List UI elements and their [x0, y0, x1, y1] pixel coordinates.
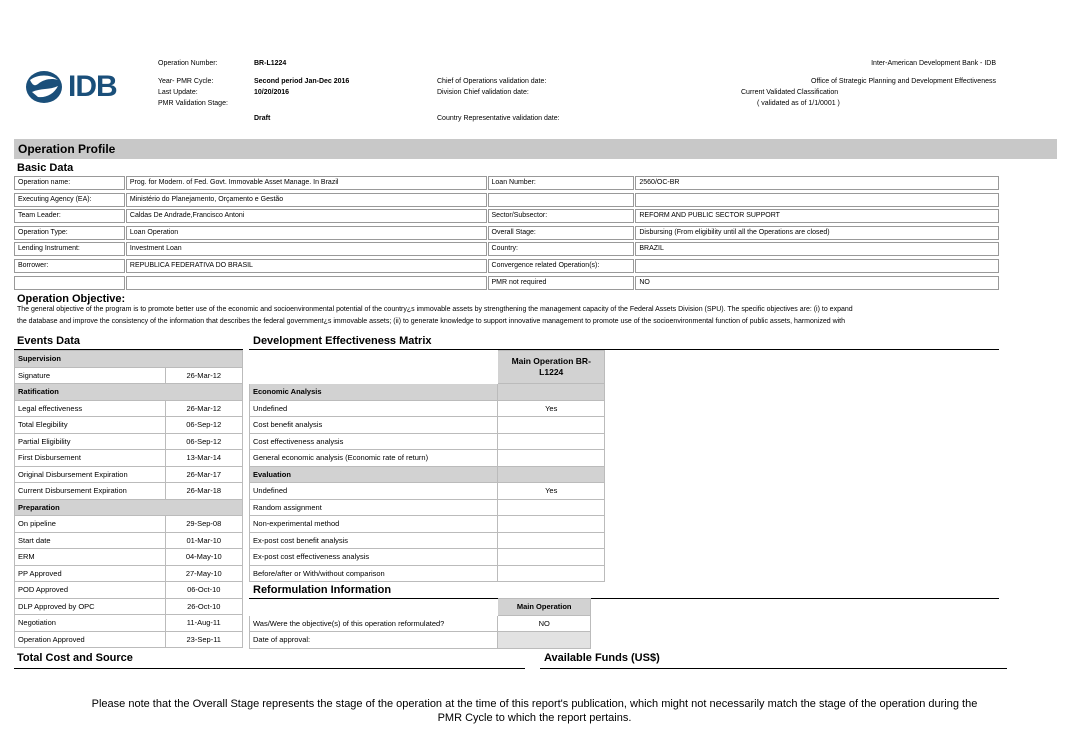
events-row — [15, 532, 243, 549]
idb-logo — [24, 70, 117, 104]
reformulation-title: Reformulation Information — [253, 584, 392, 596]
dem-section-row — [250, 466, 605, 483]
basic-data-value-1: Investment Loan — [126, 242, 487, 256]
events-row — [15, 466, 243, 483]
basic-data-row — [14, 226, 999, 240]
dem-value — [498, 450, 605, 467]
events-row — [15, 450, 243, 467]
reformulation-value — [498, 632, 591, 649]
operation-objective-line-1: The general objective of the program is to promote better use of the economic and socioenvironmental potential of the country¿s immovable assets by strengthening the management capacity of the Federal Assets Division (SPU). The specific objectives are: (i) to expand — [17, 306, 853, 313]
reformulation-header-row — [250, 599, 591, 616]
basic-data-label-2: Loan Number: — [488, 176, 635, 190]
basic-data-value-2 — [635, 259, 999, 273]
event-date: 23-Sep-11 — [165, 631, 243, 648]
basic-data-label-2: PMR not required — [488, 276, 635, 290]
events-row — [15, 565, 243, 582]
basic-data-label-1: Lending Instrument: — [14, 242, 125, 256]
dem-section-row — [250, 384, 605, 401]
events-row — [15, 483, 243, 500]
logo-text: IDB — [68, 70, 117, 103]
event-label: Total Elegibility — [15, 417, 166, 434]
dem-value — [498, 549, 605, 566]
reformulation-row — [250, 632, 591, 649]
operation-profile-header: Operation Profile — [14, 139, 1057, 159]
division-chief-label: Division Chief validation date: — [437, 89, 529, 96]
event-date: 06-Sep-12 — [165, 417, 243, 434]
operation-number-label: Operation Number: — [158, 60, 218, 67]
dem-row — [250, 417, 605, 434]
events-row — [15, 615, 243, 632]
event-date: 01-Mar-10 — [165, 532, 243, 549]
basic-data-label-1: Executing Agency (EA): — [14, 193, 125, 207]
events-section-label: Ratification — [15, 384, 243, 401]
footer-note — [0, 697, 1069, 725]
dem-row — [250, 400, 605, 417]
event-date: 04-May-10 — [165, 549, 243, 566]
available-funds-title: Available Funds (US$) — [544, 652, 660, 664]
basic-data-row — [14, 276, 999, 290]
reformulation-value: NO — [498, 615, 591, 632]
event-label: Current Disbursement Expiration — [15, 483, 166, 500]
basic-data-value-2: BRAZIL — [635, 242, 999, 256]
dem-value — [498, 532, 605, 549]
basic-data-value-2: Disbursing (From eligibility until all the Operations are closed) — [635, 226, 999, 240]
dem-value — [498, 384, 605, 401]
event-label: ERM — [15, 549, 166, 566]
dem-label: Undefined — [250, 400, 498, 417]
dem-label: Cost benefit analysis — [250, 417, 498, 434]
dem-row — [250, 450, 605, 467]
events-section-label: Supervision — [15, 351, 243, 368]
events-row — [15, 582, 243, 599]
event-date: 27-May-10 — [165, 565, 243, 582]
classification-label: Current Validated Classification — [741, 89, 839, 96]
event-label: On pipeline — [15, 516, 166, 533]
basic-data-value-2 — [635, 193, 999, 207]
event-date: 26-Mar-17 — [165, 466, 243, 483]
dem-label: Undefined — [250, 483, 498, 500]
basic-data-row — [14, 193, 999, 207]
events-section-row — [15, 351, 243, 368]
dem-section-label: Evaluation — [250, 466, 498, 483]
basic-data-label-1: Borrower: — [14, 259, 125, 273]
basic-data-row — [14, 176, 999, 190]
basic-data-label-1: Operation name: — [14, 176, 125, 190]
events-row — [15, 598, 243, 615]
basic-data-label-2: Overall Stage: — [488, 226, 635, 240]
basic-data-label-2: Convergence related Operation(s): — [488, 259, 635, 273]
reformulation-label: Date of approval: — [250, 632, 498, 649]
events-row — [15, 367, 243, 384]
dem-row — [250, 516, 605, 533]
dem-value — [498, 433, 605, 450]
dem-label: Cost effectiveness analysis — [250, 433, 498, 450]
basic-data-label-1: Operation Type: — [14, 226, 125, 240]
event-label: Negotiation — [15, 615, 166, 632]
dem-table — [249, 350, 605, 582]
events-data-title: Events Data — [17, 335, 80, 347]
reformulation-table — [249, 598, 591, 649]
classification-note: ( validated as of 1/1/0001 ) — [757, 100, 840, 107]
events-row — [15, 417, 243, 434]
dem-label: General economic analysis (Economic rate of return) — [250, 450, 498, 467]
event-date: 06-Oct-10 — [165, 582, 243, 599]
dem-value — [498, 499, 605, 516]
operation-objective-line-2: the database and improve the consistency of the information that describes the federal government¿s immovable assets; (ii) to generate knowledge to support innovative management to promote use of the socioenvironmental function of public assets, harmonized with — [17, 318, 846, 325]
basic-data-row — [14, 209, 999, 223]
bank-name: Inter-American Development Bank - IDB — [871, 60, 996, 67]
reformulation-row — [250, 615, 591, 632]
total-cost-divider — [14, 668, 525, 669]
event-label: PP Approved — [15, 565, 166, 582]
basic-data-label-1 — [14, 276, 125, 290]
available-funds-divider — [540, 668, 1007, 669]
basic-data-value-2: 2560/OC-BR — [635, 176, 999, 190]
event-label: DLP Approved by OPC — [15, 598, 166, 615]
dem-header-row — [250, 351, 605, 384]
event-date: 11-Aug-11 — [165, 615, 243, 632]
basic-data-label-2: Sector/Subsector: — [488, 209, 635, 223]
dem-value: Yes — [498, 483, 605, 500]
dem-section-label: Economic Analysis — [250, 384, 498, 401]
operation-number: BR-L1224 — [254, 60, 287, 67]
event-label: Signature — [15, 367, 166, 384]
dem-value: Yes — [498, 400, 605, 417]
office-name: Office of Strategic Planning and Development Effectiveness — [811, 78, 996, 85]
event-label: Start date — [15, 532, 166, 549]
events-row — [15, 631, 243, 648]
country-rep-label: Country Representative validation date: — [437, 115, 560, 122]
events-section-row — [15, 499, 243, 516]
dem-label: Ex-post cost benefit analysis — [250, 532, 498, 549]
dem-value — [498, 565, 605, 582]
event-label: Legal effectiveness — [15, 400, 166, 417]
dem-row — [250, 433, 605, 450]
event-label: Original Disbursement Expiration — [15, 466, 166, 483]
dem-label: Non-experimental method — [250, 516, 498, 533]
pmr-validation-label: PMR Validation Stage: — [158, 100, 228, 107]
dem-row — [250, 565, 605, 582]
dem-value — [498, 516, 605, 533]
total-cost-title: Total Cost and Source — [17, 652, 133, 664]
chief-ops-label: Chief of Operations validation date: — [437, 78, 547, 85]
events-row — [15, 400, 243, 417]
globe-icon — [24, 70, 64, 104]
reformulation-header-blank — [250, 599, 498, 616]
event-date: 26-Oct-10 — [165, 598, 243, 615]
events-section-label: Preparation — [15, 499, 243, 516]
dem-value — [498, 417, 605, 434]
dem-header-blank — [250, 351, 498, 384]
pmr-cycle: Second period Jan-Dec 2016 — [254, 78, 350, 85]
events-section-row — [15, 384, 243, 401]
event-label: POD Approved — [15, 582, 166, 599]
events-row — [15, 433, 243, 450]
basic-data-title: Basic Data — [17, 162, 74, 174]
event-date: 26-Mar-18 — [165, 483, 243, 500]
reformulation-label: Was/Were the objective(s) of this operation reformulated? — [250, 615, 498, 632]
pmr-validation: Draft — [254, 115, 271, 122]
basic-data-value-1: Loan Operation — [126, 226, 487, 240]
event-date: 29-Sep-08 — [165, 516, 243, 533]
footer-note-line-1: Please note that the Overall Stage represents the stage of the operation at the time of this report's publication, which might not necessarily match the stage of the operation during the — [91, 698, 978, 710]
basic-data-value-1: Caldas De Andrade,Francisco Antoni — [126, 209, 487, 223]
last-update: 10/20/2016 — [254, 89, 290, 96]
events-table — [14, 350, 243, 648]
basic-data-value-1 — [126, 276, 487, 290]
basic-data-value-1: Prog. for Modern. of Fed. Govt. Immovable Asset Manage. In Brazil — [126, 176, 487, 190]
basic-data-value-2: REFORM AND PUBLIC SECTOR SUPPORT — [635, 209, 999, 223]
basic-data-value-1: REPUBLICA FEDERATIVA DO BRASIL — [126, 259, 487, 273]
basic-data-label-1: Team Leader: — [14, 209, 125, 223]
basic-data-row — [14, 259, 999, 273]
dem-title: Development Effectiveness Matrix — [253, 335, 432, 347]
event-date: 26-Mar-12 — [165, 400, 243, 417]
basic-data-value-2: NO — [635, 276, 999, 290]
dem-label: Random assignment — [250, 499, 498, 516]
reformulation-column-header: Main Operation — [498, 599, 591, 616]
event-label: First Disbursement — [15, 450, 166, 467]
dem-label: Before/after or With/without comparison — [250, 565, 498, 582]
dem-column-header: Main Operation BR-L1224 — [498, 351, 605, 384]
event-label: Partial Eligibility — [15, 433, 166, 450]
event-date: 06-Sep-12 — [165, 433, 243, 450]
dem-row — [250, 483, 605, 500]
operation-objective-title: Operation Objective: — [17, 293, 126, 305]
dem-row — [250, 549, 605, 566]
last-update-label: Last Update: — [158, 89, 198, 96]
basic-data-label-2: Country: — [488, 242, 635, 256]
dem-row — [250, 499, 605, 516]
pmr-cycle-label: Year- PMR Cycle: — [158, 78, 214, 85]
events-row — [15, 549, 243, 566]
basic-data-label-2 — [488, 193, 635, 207]
basic-data-value-1: Ministério do Planejamento, Orçamento e Gestão — [126, 193, 487, 207]
dem-label: Ex-post cost effectiveness analysis — [250, 549, 498, 566]
event-date: 13-Mar-14 — [165, 450, 243, 467]
basic-data-row — [14, 242, 999, 256]
dem-value — [498, 466, 605, 483]
event-label: Operation Approved — [15, 631, 166, 648]
footer-note-line-2: PMR Cycle to which the report pertains. — [437, 712, 632, 724]
dem-row — [250, 532, 605, 549]
event-date: 26-Mar-12 — [165, 367, 243, 384]
events-row — [15, 516, 243, 533]
